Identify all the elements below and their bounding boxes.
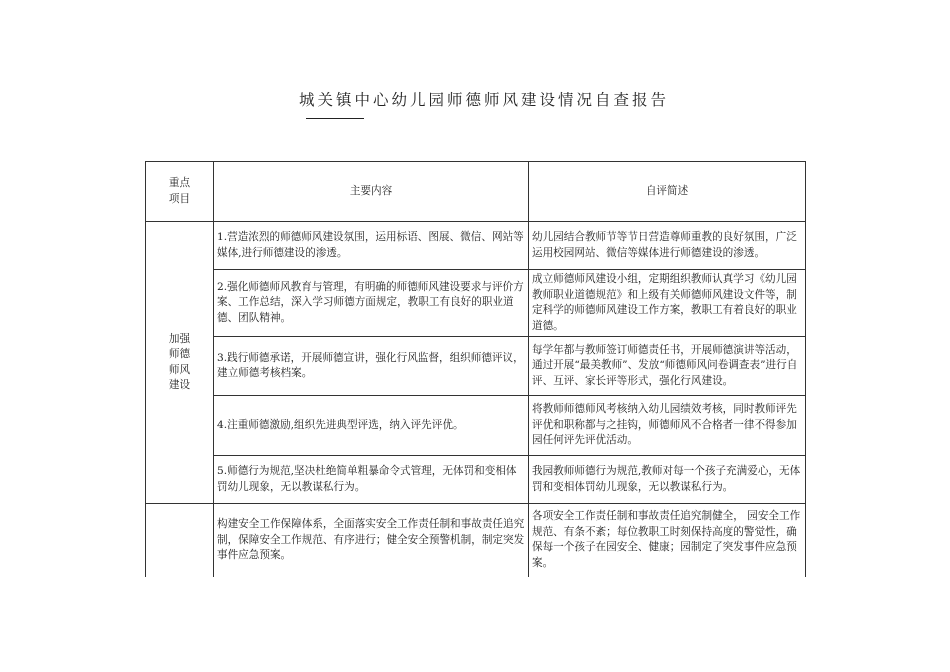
table-row [146, 222, 806, 270]
evaluation-cell: 幼儿园结合教师节等节日营造尊师重教的良好氛围，广泛运用校园网站、微信等媒体进行师德建设的渗透。 [529, 222, 806, 270]
evaluation-cell: 每学年都与教师签订师德责任书，开展师德演讲等活动，通过开展“最美教师”、发放“师德师风问卷调查表”进行自评、互评、家长评等形式，强化行风建设。 [529, 337, 806, 396]
content-cell: 3.践行师德承诺，开展师德宣讲，强化行风监督，组织师德评议，建立师德考核档案。 [214, 337, 529, 396]
header-key-project [146, 162, 214, 222]
content-cell: 2.强化师德师风教育与管理，有明确的师德师风建设要求与评价方案、工作总结，深入学习师德方面规定，教职工有良好的职业道德、团队精神。 [214, 270, 529, 337]
table-row [146, 504, 806, 577]
header-self-evaluation: 自评简述 [529, 162, 806, 222]
section-label-safety [146, 504, 214, 577]
content-cell: 4.注重师德激励,组织先进典型评选，纳入评先评优。 [214, 396, 529, 456]
evaluation-cell: 我园教师师德行为规范,教师对每一个孩子充满爱心，无体罚和变相体罚幼儿现象，无以教谋私行为。 [529, 456, 806, 504]
table-row [146, 337, 806, 396]
evaluation-cell: 成立师德师风建设小组，定期组织教师认真学习《幼儿园教师职业道德规范》和上级有关师德师风建设文件等，制定科学的师德师风建设工作方案，教职工有着良好的职业道德。 [529, 270, 806, 337]
content-cell: 5.师德行为规范,坚决杜绝简单粗暴命令式管理，无体罚和变相体罚幼儿现象，无以教谋私行为。 [214, 456, 529, 504]
document-title: 城关镇中心幼儿园师德师风建设情况自查报告 [298, 91, 669, 109]
content-cell: 1.营造浓烈的师德师风建设氛围，运用标语、图展、微信、网站等媒体,进行师德建设的渗透。 [214, 222, 529, 270]
table-row [146, 396, 806, 456]
header-key-project-line1: 重点 [168, 177, 191, 189]
section-label-ethics [146, 222, 214, 504]
header-main-content: 主要内容 [214, 162, 529, 222]
section-label-text: 加强师德师风建设 [168, 332, 191, 391]
table-row [146, 270, 806, 337]
table-row [146, 456, 806, 504]
evaluation-cell: 将教师师德师风考核纳入幼儿园绩效考核，同时教师评先评优和职称都与之挂钩，师德师风不合格者一律不得参加园任何评先评优活动。 [529, 396, 806, 456]
self-check-table [145, 161, 806, 577]
title-underline [306, 118, 364, 119]
table-header-row [146, 162, 806, 222]
evaluation-cell: 各项安全工作责任制和事故责任追究制健全， 园安全工作规范、有条不紊；每位教职工时刻保持高度的警觉性，确保每一个孩子在园安全、健康；园制定了突发事件应急预案。 [529, 504, 806, 577]
content-cell: 构建安全工作保障体系，全面落实安全工作责任制和事故责任追究制，保障安全工作规范、有序进行；健全安全预警机制，制定突发事件应急预案。 [214, 504, 529, 577]
header-key-project-line2: 项目 [168, 192, 191, 205]
